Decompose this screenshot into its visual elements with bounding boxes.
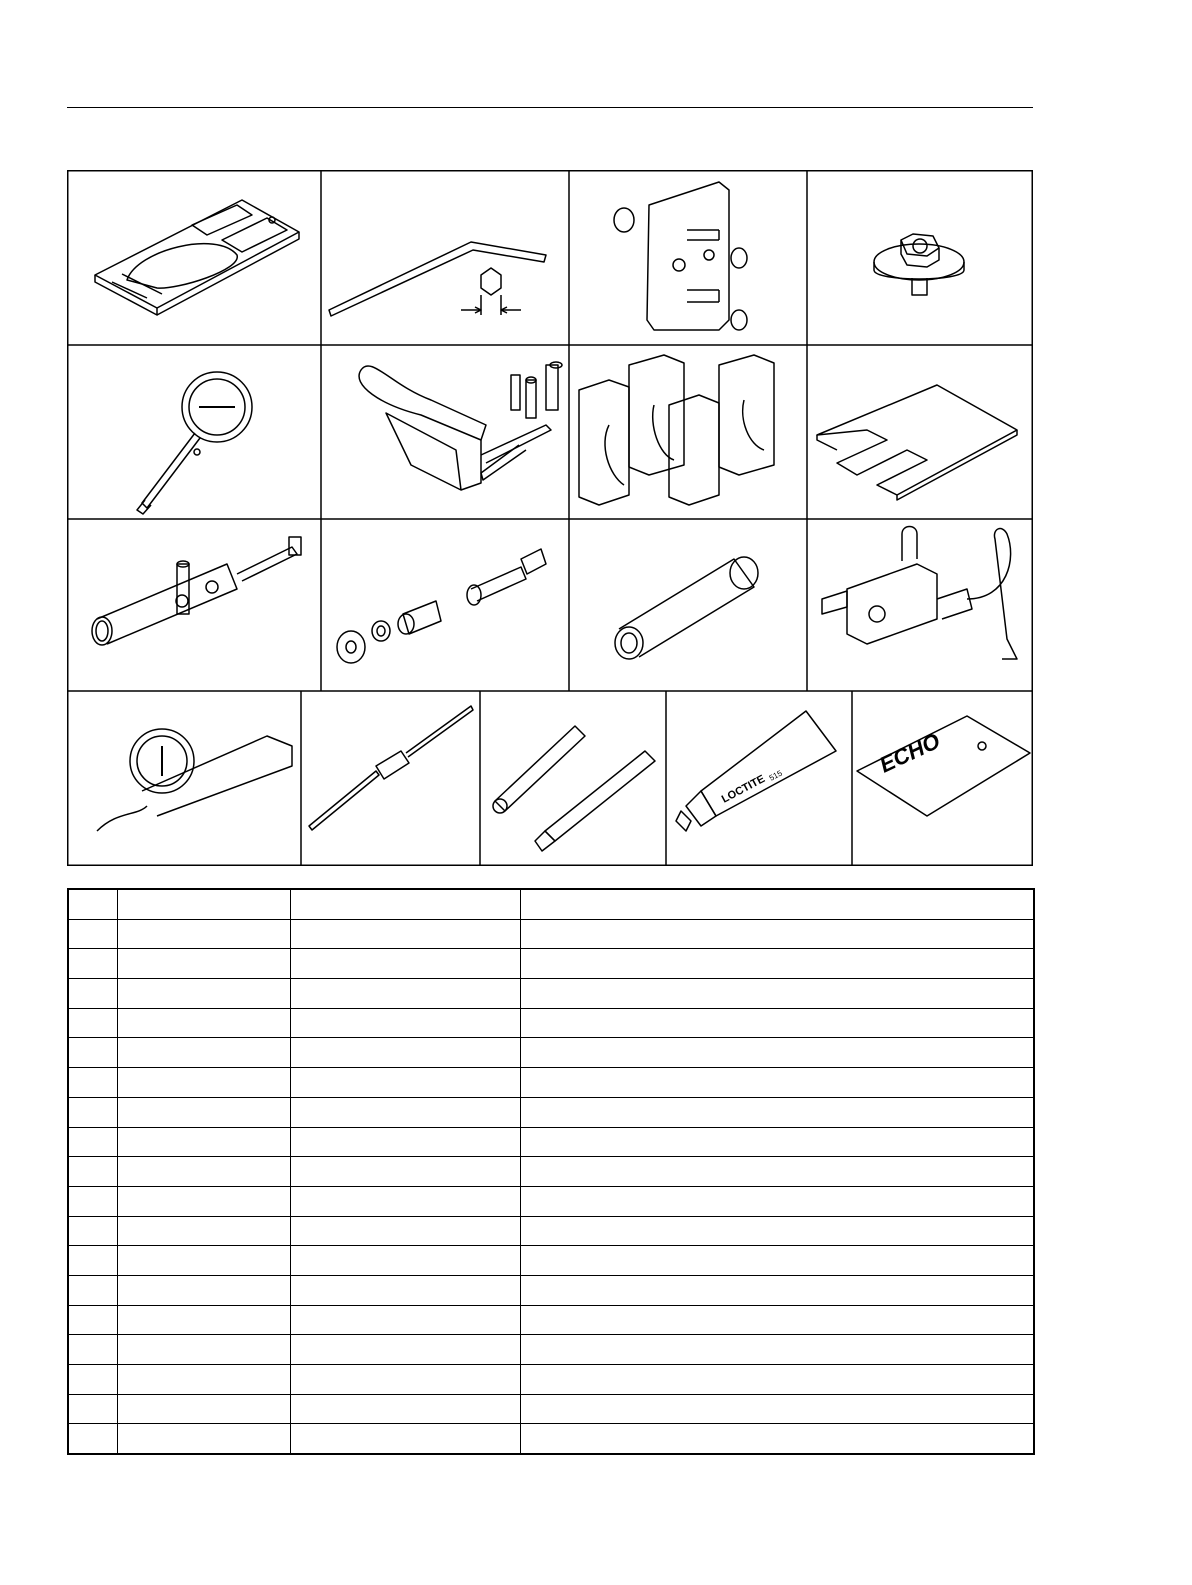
table-cell [68,1365,117,1395]
table-cell [520,1157,1034,1187]
table-cell [68,1275,117,1305]
table-cell [290,979,520,1009]
tool-cell-15 [480,691,666,866]
support-blocks-icon [569,345,807,519]
punch-set-icon [480,691,666,866]
mounting-plate-icon [569,170,807,345]
flywheel-nut-icon [807,170,1033,345]
table-row [68,979,1034,1009]
tool-figure-grid [67,170,1033,866]
sleeve-tube-icon [569,519,807,691]
tool-cell-11 [569,519,807,691]
tool-cell-3 [569,170,807,345]
table-cell [117,1038,290,1068]
bolt-adapter-set-icon [321,519,569,691]
table-cell [520,889,1034,919]
tube-code-label: 515 [767,768,784,783]
tool-cell-13 [67,691,301,866]
table-cell [117,1068,290,1098]
table-row [68,1424,1034,1454]
table-cell [290,1216,520,1246]
table-cell [117,1424,290,1454]
clamp-tool-icon [321,345,569,519]
gauge-tester-icon [67,691,301,866]
table-cell [68,1127,117,1157]
spark-tester-icon [807,519,1033,691]
table-cell [520,1365,1034,1395]
table-cell [68,949,117,979]
table-cell [520,949,1034,979]
table-cell [68,1246,117,1276]
table-row [68,919,1034,949]
table-cell [290,1305,520,1335]
table-cell [520,1275,1034,1305]
table-row [68,1068,1034,1098]
table-cell [117,1275,290,1305]
tool-cell-5 [67,345,321,519]
table-cell [520,1394,1034,1424]
table-cell [68,1008,117,1038]
table-cell [117,1305,290,1335]
table-cell [117,1365,290,1395]
tool-cell-16 [666,691,852,866]
table-cell [290,1246,520,1276]
table-cell [290,1038,520,1068]
table-cell [520,1246,1034,1276]
table-cell [68,1216,117,1246]
table-cell [117,979,290,1009]
table-cell [520,1127,1034,1157]
table-row [68,1365,1034,1395]
table-cell [290,1394,520,1424]
table-cell [68,1335,117,1365]
table-cell [68,1157,117,1187]
table-cell [520,1216,1034,1246]
tool-cell-10 [321,519,569,691]
table-cell [290,1068,520,1098]
table-cell [117,1127,290,1157]
tool-cell-9 [67,519,321,691]
table-row [68,1038,1034,1068]
tool-cell-1 [67,170,321,345]
table-cell [68,1394,117,1424]
service-manual-tray-icon [67,170,321,345]
tool-cell-14 [301,691,480,866]
table-cell [290,1157,520,1187]
pressure-gauge-icon [67,345,321,519]
puller-bar-icon [67,519,321,691]
tool-cell-4 [807,170,1033,345]
tool-cell-6 [321,345,569,519]
tool-cell-12 [807,519,1033,691]
table-cell [290,1424,520,1454]
table-row [68,1394,1034,1424]
table-cell [520,1097,1034,1127]
table-cell [117,949,290,979]
adjustment-driver-icon [301,691,480,866]
table-row [68,1127,1034,1157]
table-cell [117,1097,290,1127]
table-cell [520,979,1034,1009]
table-row [68,1246,1034,1276]
card-brand-label: ECHO [875,728,944,778]
table-cell [290,1335,520,1365]
tool-cell-2 [321,170,569,345]
table-row [68,1216,1034,1246]
table-cell [68,1424,117,1454]
table-cell [290,1365,520,1395]
table-row [68,1275,1034,1305]
table-cell [68,889,117,919]
table-cell [117,1246,290,1276]
table-cell [290,1127,520,1157]
sealant-tube-icon [666,691,852,866]
table-cell [117,1394,290,1424]
table-cell [520,1038,1034,1068]
table-cell [117,1216,290,1246]
table-cell [290,949,520,979]
table-cell [117,1186,290,1216]
table-cell [520,919,1034,949]
table-cell [290,1275,520,1305]
table-cell [68,1186,117,1216]
table-cell [520,1008,1034,1038]
feeler-plate-icon [807,345,1033,519]
table-cell [520,1335,1034,1365]
header-rule [67,107,1033,108]
table-cell [68,1097,117,1127]
table-row [68,1008,1034,1038]
table-cell [117,1157,290,1187]
table-cell [520,1186,1034,1216]
table-row [68,1335,1034,1365]
tool-cell-8 [807,345,1033,519]
table-row [68,889,1034,919]
tool-cell-17 [852,691,1033,866]
table-cell [117,889,290,919]
tool-list-table [67,888,1035,1455]
table-cell [117,1008,290,1038]
table-cell [68,979,117,1009]
tube-brand-label: LOCTITE [719,772,767,806]
table-row [68,1186,1034,1216]
table-cell [290,1008,520,1038]
table-cell [520,1424,1034,1454]
table-cell [117,1335,290,1365]
table-row [68,1305,1034,1335]
table-row [68,949,1034,979]
tool-list-body [68,889,1034,1454]
table-cell [290,919,520,949]
tool-cell-7 [569,345,807,519]
table-row [68,1097,1034,1127]
table-cell [290,889,520,919]
table-row [68,1157,1034,1187]
hex-key-icon [321,170,569,345]
table-cell [520,1305,1034,1335]
echo-card-icon [852,691,1033,866]
table-cell [68,919,117,949]
table-cell [290,1186,520,1216]
table-cell [520,1068,1034,1098]
table-cell [68,1305,117,1335]
table-cell [117,919,290,949]
table-cell [68,1038,117,1068]
table-cell [290,1097,520,1127]
table-cell [68,1068,117,1098]
